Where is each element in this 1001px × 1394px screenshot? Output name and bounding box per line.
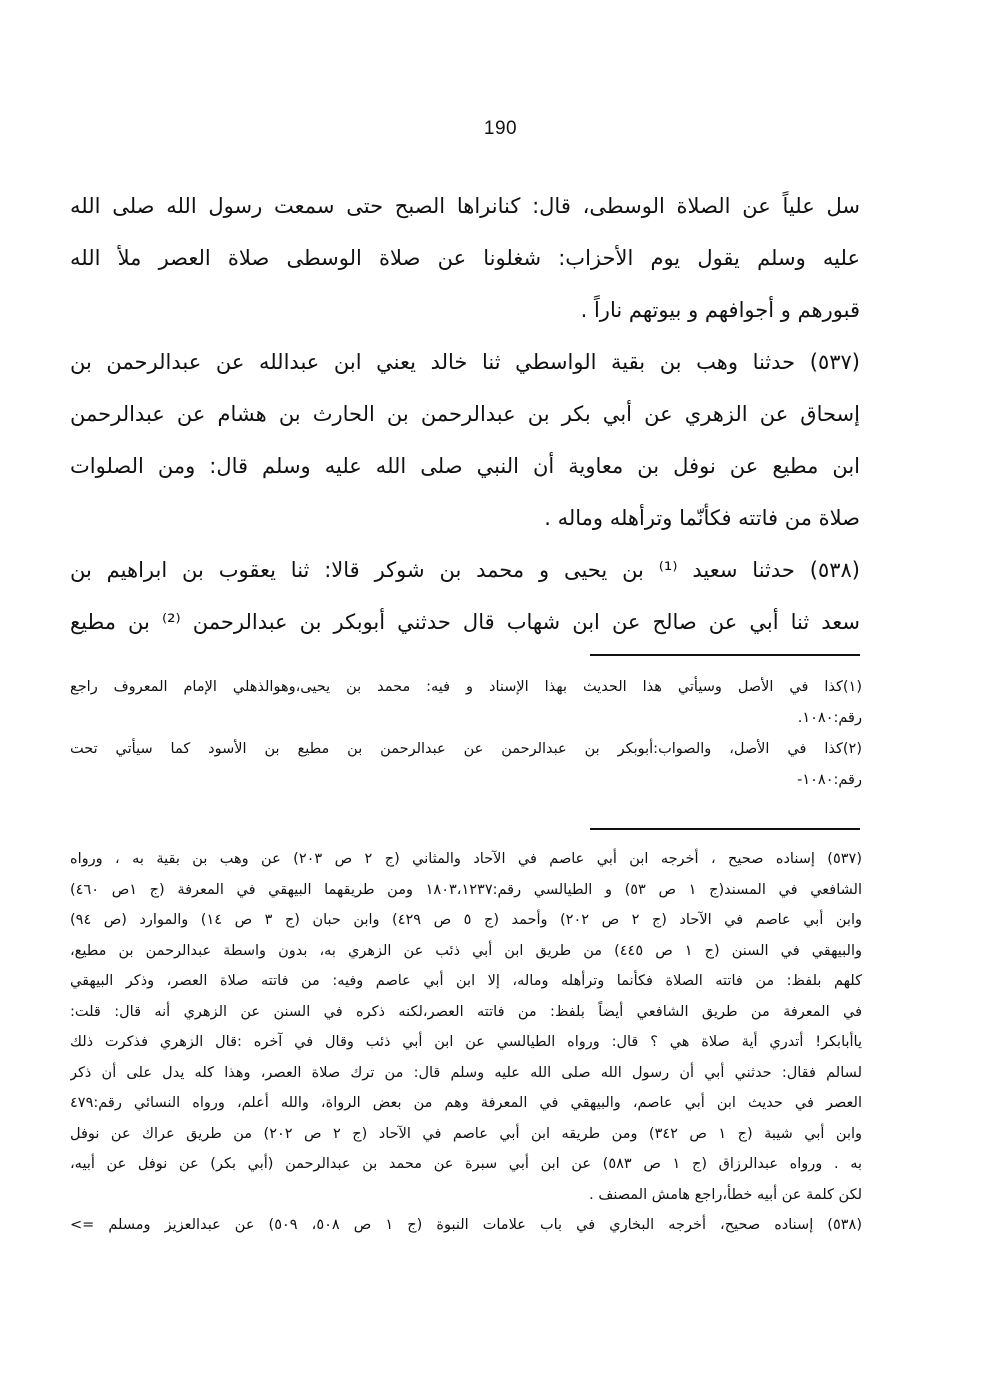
- text-line: إسحاق عن الزهري عن أبي بكر بن عبدالرحمن بن الحارث بن هشام عن عبدالرحمن: [70, 402, 860, 426]
- footnote-line: رقم:١٠٨٠-: [797, 772, 862, 788]
- footnote-line: (٢)كذا في الأصل، والصواب:أبوبكر بن عبدالرحمن عن عبدالرحمن بن مطيع بن الأسود كما سيأتي تحت: [70, 741, 862, 757]
- footnote-line: رقم:١٠٨٠.: [797, 710, 862, 726]
- takhrij-line: في المعرفة من طريق الشافعي أيضاً بلفظ: من فاتته العصر،لكنه ذكره في السنن عن الزهري أنه قال: قلت:: [70, 1003, 862, 1020]
- text-line: قبورهم و أجوافهم و بيوتهم ناراً .: [580, 298, 860, 322]
- page-number: 190: [483, 118, 518, 139]
- main-text: [70, 180, 860, 648]
- takhrij-line: (٥٣٨) إسناده صحيح، أخرجه البخاري في باب علامات النبوة (ج ١ ص ٥٠٨، ٥٠٩) عن عبدالعزيز ومسلم =>: [70, 1217, 862, 1233]
- takhrij-line: كلهم بلفظ: من فاتته الصلاة فكأنما وترأهله وماله، إلا ابن أبي عاصم وفيه: من فاتته صلاة العصر، وذكر البيهقي: [70, 973, 862, 989]
- takhrij-line: والبيهقي في السنن (ج ١ ص ٤٤٥) من طريق ابن أبي ذئب عن الزهري به، بدون واسطة عبدالرحمن بن مطيع،: [70, 942, 862, 959]
- footnote-divider: [590, 654, 860, 656]
- takhrij-line: (٥٣٧) إسناده صحيح ، أخرجه ابن أبي عاصم في الآحاد والمثاني (ج ٢ ص ٢٠٣) عن وهب بن بقية به ، ورواه: [70, 851, 862, 867]
- text-line: سل علياً عن الصلاة الوسطى، قال: كنانراها الصبح حتى سمعت رسول الله صلى الله: [70, 194, 860, 218]
- takhrij-line: به . ورواه عبدالرزاق (ج ١ ص ٥٨٣) عن ابن أبي سبرة عن محمد بن عبدالرحمن (أبي بكر) عن نوفل عن أبيه،: [70, 1156, 862, 1172]
- footnotes: [70, 672, 862, 796]
- text-line: صلاة من فاتته فكأنّما وترأهله وماله .: [544, 506, 860, 530]
- takhrij-line: الشافعي في المسند(ج ١ ص ٥٣) و الطيالسي رقم:١٨٠٣،١٢٣٧ ومن طريقهما البيهقي في المعرفة (ج ١ص ٤٦٠): [70, 881, 862, 898]
- takhrij-notes: [70, 844, 862, 1241]
- footnote-line: (١)كذا في الأصل وسيأتي هذا الحديث بهذا الإسناد و فيه: محمد بن يحيى،وهوالذهلي الإمام المعروف راجع: [70, 679, 862, 695]
- takhrij-line: لسالم فقال: حدثني أبي أن رسول الله صلى الله عليه وسلم قال: من ترك صلاة العصر، وهذا كله يدل على أن ذكر: [70, 1064, 862, 1081]
- takhrij-line: وابن أبي عاصم في الآحاد (ج ٢ ص ٢٠٢) وأحمد (ج ٥ ص ٤٢٩) وابن حبان (ج ٣ ص ١٤) والموارد (ص ٩٤): [70, 912, 862, 928]
- takhrij-line: العصر في حديث ابن أبي عاصم، والبيهقي في المعرفة وهم من بعض الرواة، والله أعلم، ورواه النسائي رقم:٤٧٩: [70, 1095, 862, 1111]
- takhrij-line: ياأبابكر! أتدري أية صلاة هي ؟ قال: ورواه الطيالسي عن ابن أبي ذئب وقال في آخره :قال الزهري فذكرت ذلك: [70, 1034, 862, 1050]
- hadith-537-line: (٥٣٧) حدثنا وهب بن بقية الواسطي ثنا خالد يعني ابن عبدالله عن عبدالرحمن بن: [70, 350, 860, 374]
- takhrij-line: لكن كلمة عن أبيه خطأ،راجع هامش المصنف .: [589, 1186, 862, 1203]
- text-line: عليه وسلم يقول يوم الأحزاب: شغلونا عن صلاة الوسطى صلاة العصر ملأ الله: [70, 246, 860, 270]
- text-line: ابن مطيع عن نوفل بن معاوية أن النبي صلى الله عليه وسلم قال: ومن الصلوات: [70, 454, 860, 478]
- takhrij-line: وابن أبي شيبة (ج ١ ص ٣٤٢) ومن طريقه ابن أبي عاصم في الآحاد (ج ٢ ص ٢٠٢) من طريق عراك عن نوفل: [70, 1125, 862, 1142]
- takhrij-divider: [590, 828, 860, 830]
- text-line: سعد ثنا أبي عن صالح عن ابن شهاب قال حدثني أبوبكر بن عبدالرحمن ⁽²⁾ بن مطيع: [70, 610, 860, 634]
- hadith-538-line: (٥٣٨) حدثنا سعيد ⁽¹⁾ بن يحيى و محمد بن شوكر قالا: ثنا يعقوب بن ابراهيم بن: [70, 558, 860, 582]
